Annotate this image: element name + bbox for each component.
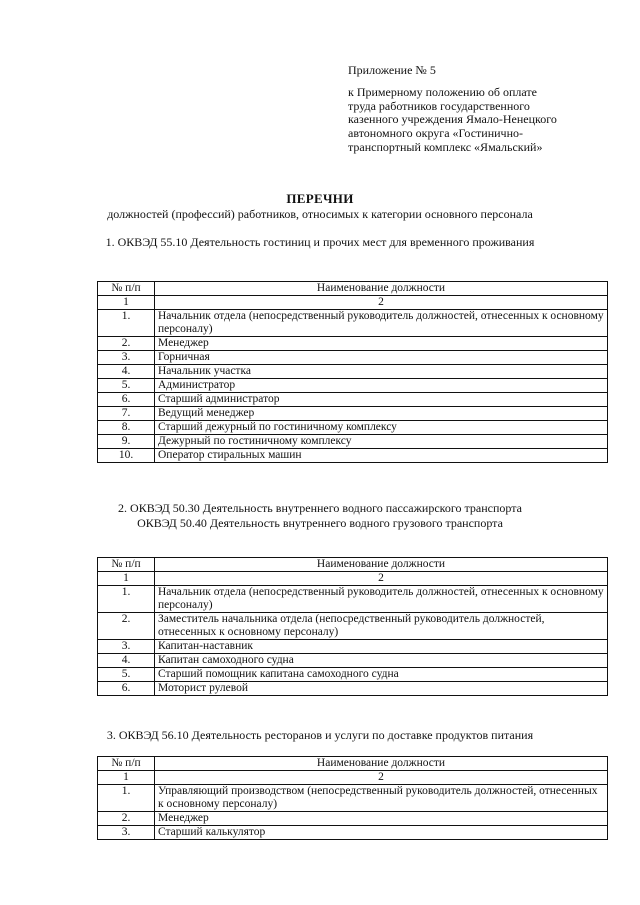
table-header-row xyxy=(98,757,608,771)
row-number: 5. xyxy=(98,379,155,393)
table-header-row xyxy=(98,282,608,296)
table-header-row xyxy=(98,558,608,572)
row-position: Менеджер xyxy=(155,812,608,826)
row-number: 5. xyxy=(98,668,155,682)
appendix-title: Приложение № 5 xyxy=(348,63,436,77)
row-position: Управляющий производством (непосредственный руководитель должностей, отнесенных к основному персоналу) xyxy=(155,785,608,812)
row-number: 8. xyxy=(98,421,155,435)
table-row xyxy=(98,826,608,840)
row-position: Оператор стиральных машин xyxy=(155,449,608,463)
row-position: Старший помощник капитана самоходного судна xyxy=(155,668,608,682)
row-position: Капитан самоходного судна xyxy=(155,654,608,668)
section-heading-line: ОКВЭД 50.40 Деятельность внутреннего водного грузового транспорта xyxy=(137,516,503,530)
row-position: Старший дежурный по гостиничному комплексу xyxy=(155,421,608,435)
table-row xyxy=(98,393,608,407)
column-header-name: Наименование должности xyxy=(155,282,608,296)
table-row xyxy=(98,785,608,812)
row-number: 7. xyxy=(98,407,155,421)
row-number: 4. xyxy=(98,365,155,379)
column-header-num: № п/п xyxy=(98,558,155,572)
section-2-table xyxy=(97,557,608,696)
row-number: 4. xyxy=(98,654,155,668)
column-index-num: 1 xyxy=(98,771,155,785)
row-position: Моторист рулевой xyxy=(155,682,608,696)
table-row xyxy=(98,640,608,654)
column-header-num: № п/п xyxy=(98,282,155,296)
row-number: 6. xyxy=(98,393,155,407)
table-row xyxy=(98,365,608,379)
table-row xyxy=(98,435,608,449)
row-number: 1. xyxy=(98,310,155,337)
column-header-num: № п/п xyxy=(98,757,155,771)
table-row xyxy=(98,421,608,435)
section-1-heading xyxy=(0,235,640,250)
column-index-num: 1 xyxy=(98,572,155,586)
row-position: Дежурный по гостиничному комплексу xyxy=(155,435,608,449)
row-number: 1. xyxy=(98,785,155,812)
row-number: 10. xyxy=(98,449,155,463)
row-number: 3. xyxy=(98,351,155,365)
section-heading-line: 2. ОКВЭД 50.30 Деятельность внутреннего водного пассажирского транспорта xyxy=(118,501,522,515)
column-index-name: 2 xyxy=(155,771,608,785)
table-row xyxy=(98,654,608,668)
table-row xyxy=(98,812,608,826)
section-2-heading xyxy=(0,501,640,531)
table-row xyxy=(98,407,608,421)
table-row xyxy=(98,682,608,696)
column-index-num: 1 xyxy=(98,296,155,310)
row-position: Менеджер xyxy=(155,337,608,351)
row-position: Старший администратор xyxy=(155,393,608,407)
section-1-table xyxy=(97,281,608,463)
column-header-name: Наименование должности xyxy=(155,757,608,771)
table-index-row xyxy=(98,572,608,586)
section-heading-line: 1. ОКВЭД 55.10 Деятельность гостиниц и прочих мест для временного проживания xyxy=(105,235,535,249)
row-position: Начальник отдела (непосредственный руководитель должностей, отнесенных к основному персоналу) xyxy=(155,310,608,337)
row-position: Начальник участка xyxy=(155,365,608,379)
row-position: Капитан-наставник xyxy=(155,640,608,654)
appendix-line: труда работников государственного xyxy=(348,98,530,113)
row-number: 3. xyxy=(98,826,155,840)
document-title: ПЕРЕЧНИ xyxy=(286,191,354,206)
appendix-line: автономного округа «Гостинично- xyxy=(348,126,524,141)
table-row xyxy=(98,449,608,463)
section-3-table xyxy=(97,756,608,840)
row-position: Ведущий менеджер xyxy=(155,407,608,421)
row-number: 3. xyxy=(98,640,155,654)
document-subtitle: должностей (профессий) работников, относимых к категории основного персонала xyxy=(107,207,533,221)
section-heading-line: 3. ОКВЭД 56.10 Деятельность ресторанов и услуги по доставке продуктов питания xyxy=(106,728,534,742)
column-index-name: 2 xyxy=(155,296,608,310)
row-number: 6. xyxy=(98,682,155,696)
row-position: Старший калькулятор xyxy=(155,826,608,840)
table-row xyxy=(98,379,608,393)
column-header-name: Наименование должности xyxy=(155,558,608,572)
row-position: Заместитель начальника отдела (непосредственный руководитель должностей, отнесенных к основному персоналу) xyxy=(155,613,608,640)
row-position: Администратор xyxy=(155,379,608,393)
row-number: 2. xyxy=(98,337,155,351)
column-index-name: 2 xyxy=(155,572,608,586)
section-3-heading xyxy=(0,728,640,743)
row-number: 2. xyxy=(98,812,155,826)
table-row xyxy=(98,668,608,682)
row-number: 9. xyxy=(98,435,155,449)
row-position: Начальник отдела (непосредственный руководитель должностей, отнесенных к основному персоналу) xyxy=(155,586,608,613)
row-number: 2. xyxy=(98,613,155,640)
table-index-row xyxy=(98,771,608,785)
appendix-line: транспортный комплекс «Ямальский» xyxy=(348,139,543,154)
table-row xyxy=(98,351,608,365)
table-index-row xyxy=(98,296,608,310)
table-row xyxy=(98,310,608,337)
table-row xyxy=(98,586,608,613)
table-row xyxy=(98,337,608,351)
table-row xyxy=(98,613,608,640)
row-number: 1. xyxy=(98,586,155,613)
row-position: Горничная xyxy=(155,351,608,365)
appendix-block xyxy=(335,64,575,155)
appendix-line: к Примерному положению об оплате xyxy=(348,84,537,99)
appendix-line: казенного учреждения Ямало-Ненецкого xyxy=(348,112,557,127)
